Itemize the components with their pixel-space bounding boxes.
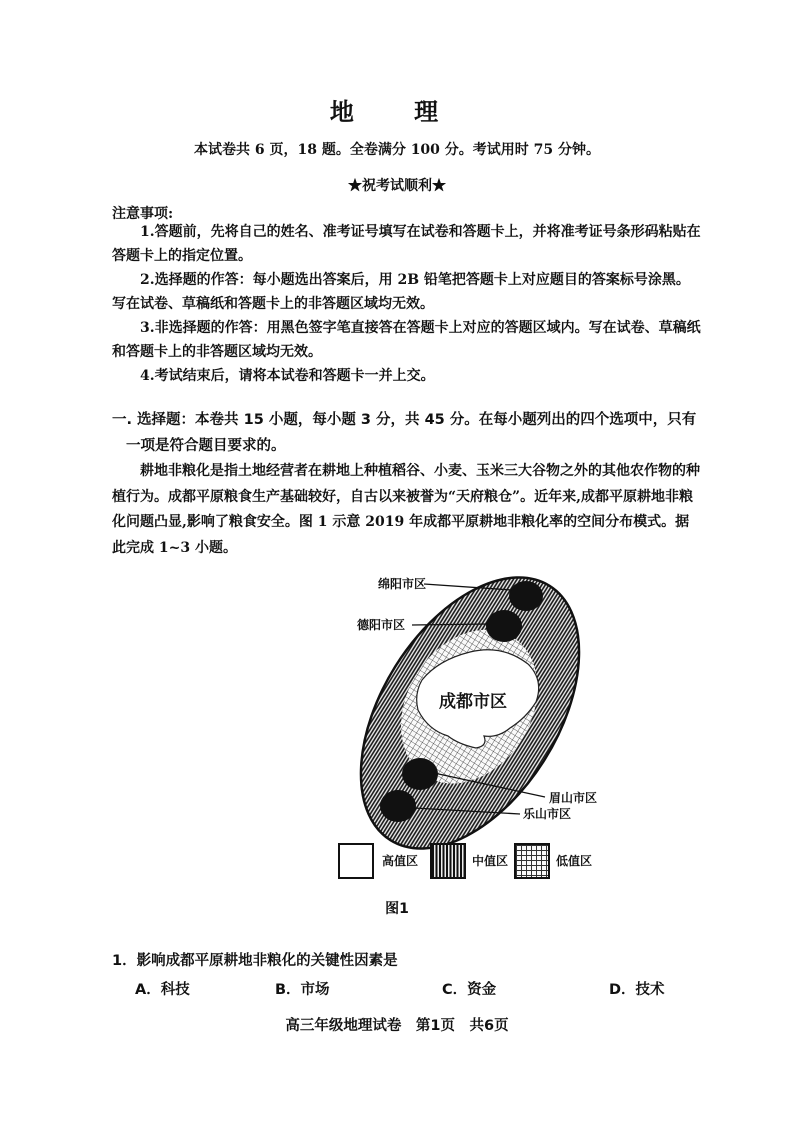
- notice-item: 3.非选择题的作答：用黑色签字笔直接答在答题卡上对应的答题区域内。写在试卷、草稿纸和答题卡上的非答题区域均无效。: [112, 320, 701, 360]
- meishan-dot: [402, 758, 438, 790]
- label-mianyang: 绵阳市区: [378, 577, 427, 591]
- legend-high-swatch: [338, 843, 374, 879]
- label-leshan: 乐山市区: [523, 807, 572, 821]
- legend-mid-label: 中值区: [472, 854, 509, 868]
- figure-legend: [338, 843, 608, 883]
- option-b: B．市场: [275, 982, 330, 998]
- label-chengdu: 成都市区: [439, 692, 507, 712]
- section-heading-line1: 一. 选择题：本卷共 15 小题，每小题 3 分，共 45 分。在每小题列出的四个选项中，只有: [112, 412, 697, 428]
- legend-mid-swatch: [430, 843, 466, 879]
- deyang-dot: [486, 610, 522, 642]
- leshan-dot: [380, 790, 416, 822]
- question-1-options: [135, 978, 695, 1002]
- notice-item: 1.答题前，先将自己的姓名、准考证号填写在试卷和答题卡上，并将准考证号条形码粘贴在答题卡上的指定位置。: [112, 224, 701, 264]
- notice-heading: 注意事项:: [112, 206, 174, 222]
- legend-low-swatch: [514, 843, 550, 879]
- page-footer: 高三年级地理试卷 第1页 共6页: [285, 1018, 509, 1034]
- notice-list: [112, 220, 702, 388]
- exam-info: 本试卷共 6 页，18 题。全卷满分 100 分。考试用时 75 分钟。: [193, 142, 601, 158]
- figure-1-map: [330, 568, 620, 858]
- reading-passage: [112, 459, 702, 561]
- legend-low-label: 低值区: [556, 854, 593, 868]
- option-a: A．科技: [135, 982, 190, 998]
- label-meishan: 眉山市区: [549, 791, 598, 805]
- page-title: 地 理: [329, 98, 465, 126]
- notice-item: 2.选择题的作答：每小题选出答案后，用 2B 铅笔把答题卡上对应题目的答案标号涂黑。写在试卷、草稿纸和答题卡上的非答题区域均无效。: [112, 272, 690, 312]
- section-heading-line2: 一项是符合题目要求的。: [126, 438, 286, 454]
- section-heading: [112, 407, 712, 459]
- legend-high-label: 高值区: [382, 854, 419, 868]
- question-1-stem: 1．影响成都平原耕地非粮化的关键性因素是: [112, 953, 398, 969]
- option-c: C．资金: [442, 982, 497, 998]
- mianyang-dot: [509, 581, 543, 611]
- option-d: D．技术: [609, 982, 665, 998]
- label-deyang: 德阳市区: [357, 618, 406, 632]
- notice-item: 4.考试结束后，请将本试卷和答题卡一并上交。: [140, 368, 435, 384]
- passage-text: 耕地非粮化是指土地经营者在耕地上种植稻谷、小麦、玉米三大谷物之外的其他农作物的种植行为。成都平原粮食生产基础较好，自古以来被誉为“天府粮仓”。近年来,成都平原耕地非粮化问题凸显,影响了粮食安全。图 1 示意 2019 年成都平原耕地非粮化率的空间分布模式。据此完成 1~3 小题。: [112, 463, 700, 556]
- figure-caption: 图1: [385, 901, 409, 917]
- good-luck-line: ★祝考试顺利★: [348, 178, 446, 194]
